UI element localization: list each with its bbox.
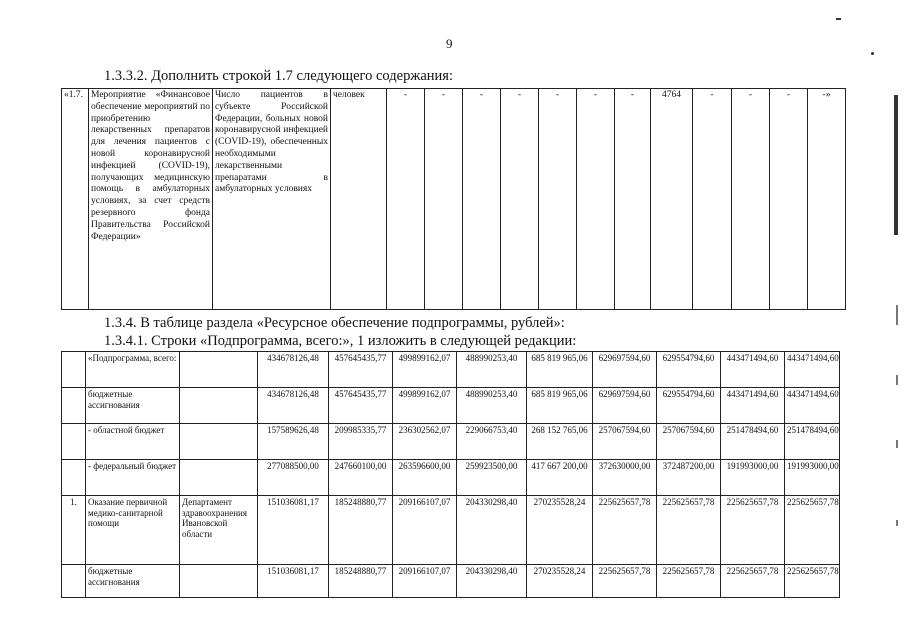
cell-value: - <box>577 89 615 310</box>
cell-num <box>62 460 86 496</box>
cell-value: 257067594,60 <box>593 424 657 460</box>
cell-value: - <box>463 89 501 310</box>
table-row <box>62 89 846 310</box>
cell-value: 443471494,60 <box>785 352 840 388</box>
cell-value: 443471494,60 <box>721 388 785 424</box>
cell-value: 209166107,07 <box>393 565 457 598</box>
table-row-1-7 <box>61 88 846 310</box>
scan-edge-bar <box>894 95 898 235</box>
cell-value: 629554794,60 <box>657 352 721 388</box>
cell-value: 185248880,77 <box>329 565 393 598</box>
cell-value: 629697594,60 <box>593 352 657 388</box>
cell-value: 225625657,78 <box>785 565 840 598</box>
cell-value: 443471494,60 <box>721 352 785 388</box>
cell-event: Мероприятие «Финансовое обеспечение мероприятий по приобретению лекарственных препаратов для лечения пациентов с новой коронавирусной инфекцией (COVID-19), получающих медицинскую помощь в амбулаторных условиях, за счет средств резервного фонда Правительства Российской Федерации» <box>89 89 213 310</box>
cell-value: 457645435,77 <box>329 352 393 388</box>
cell-num <box>62 424 86 460</box>
table-row <box>62 460 840 496</box>
cell-num <box>62 352 86 388</box>
table-row <box>62 388 840 424</box>
table-resources <box>61 351 840 598</box>
cell-name: бюджетные ассигнования <box>86 388 180 424</box>
scan-dot <box>871 52 874 55</box>
cell-value: 372487200,00 <box>657 460 721 496</box>
cell-value: 629697594,60 <box>593 388 657 424</box>
cell-value: 236302562,07 <box>393 424 457 460</box>
cell-num: 1. <box>62 496 86 565</box>
cell-value: 499899162,07 <box>393 352 457 388</box>
cell-value: 259923500,00 <box>457 460 527 496</box>
cell-value: - <box>770 89 808 310</box>
table-row <box>62 565 840 598</box>
scan-mark <box>836 18 841 20</box>
cell-value: 434678126,48 <box>258 388 329 424</box>
cell-value: 685 819 965,06 <box>527 388 593 424</box>
cell-value: 204330298,40 <box>457 565 527 598</box>
heading-resources-table: 1.3.4. В таблице раздела «Ресурсное обеспечение подпрограммы, рублей»: <box>104 315 565 331</box>
table-row <box>62 424 840 460</box>
cell-num <box>62 565 86 598</box>
cell-value: 257067594,60 <box>657 424 721 460</box>
cell-value: 268 152 765,06 <box>527 424 593 460</box>
cell-value: 185248880,77 <box>329 496 393 565</box>
cell-value: 191993000,00 <box>785 460 840 496</box>
cell-value: - <box>425 89 463 310</box>
cell-value: 225625657,78 <box>721 565 785 598</box>
cell-value: - <box>501 89 539 310</box>
cell-name: Оказание первичной медико-санитарной помощи <box>86 496 180 565</box>
cell-executor: Департамент здравоохранения Ивановской области <box>180 496 258 565</box>
scan-edge-tick <box>896 440 898 448</box>
page-number: 9 <box>446 36 453 51</box>
cell-value: 225625657,78 <box>721 496 785 565</box>
cell-value: - <box>387 89 425 310</box>
cell-value: 263596600,00 <box>393 460 457 496</box>
heading-subprogram-rows: 1.3.4.1. Строки «Подпрограмма, всего:», 1 изложить в следующей редакции: <box>104 333 577 349</box>
scan-edge-tick <box>896 305 898 325</box>
cell-executor <box>180 460 258 496</box>
cell-value: -» <box>808 89 846 310</box>
cell-value: 209166107,07 <box>393 496 457 565</box>
cell-value: 229066753,40 <box>457 424 527 460</box>
cell-value: 225625657,78 <box>657 565 721 598</box>
cell-executor <box>180 388 258 424</box>
cell-value: 270235528,24 <box>527 565 593 598</box>
cell-name: - областной бюджет <box>86 424 180 460</box>
table-row <box>62 496 840 565</box>
cell-value: 488990253,40 <box>457 352 527 388</box>
heading-add-row-1-7: 1.3.3.2. Дополнить строкой 1.7 следующего содержания: <box>104 68 453 84</box>
cell-value: 372630000,00 <box>593 460 657 496</box>
cell-executor <box>180 424 258 460</box>
cell-name: «Подпрограмма, всего: <box>86 352 180 388</box>
cell-value: - <box>615 89 651 310</box>
cell-value: 277088500,00 <box>258 460 329 496</box>
cell-value: 225625657,78 <box>657 496 721 565</box>
cell-value: 225625657,78 <box>593 496 657 565</box>
cell-name: - федеральный бюджет <box>86 460 180 496</box>
cell-value: 488990253,40 <box>457 388 527 424</box>
table-row <box>62 352 840 388</box>
cell-value: 457645435,77 <box>329 388 393 424</box>
cell-value: 251478494,60 <box>721 424 785 460</box>
cell-value: 4764 <box>651 89 693 310</box>
cell-num <box>62 388 86 424</box>
cell-value: - <box>539 89 577 310</box>
cell-value: 270235528,24 <box>527 496 593 565</box>
cell-value: - <box>732 89 770 310</box>
cell-value: 204330298,40 <box>457 496 527 565</box>
cell-value: 443471494,60 <box>785 388 840 424</box>
cell-value: 629554794,60 <box>657 388 721 424</box>
cell-value: 499899162,07 <box>393 388 457 424</box>
cell-value: 225625657,78 <box>593 565 657 598</box>
cell-value: 225625657,78 <box>785 496 840 565</box>
cell-value: 251478494,60 <box>785 424 840 460</box>
cell-value: 417 667 200,00 <box>527 460 593 496</box>
cell-name: бюджетные ассигнования <box>86 565 180 598</box>
cell-value: 157589626,48 <box>258 424 329 460</box>
cell-num: «1.7. <box>62 89 89 310</box>
cell-unit: человек <box>331 89 387 310</box>
cell-indicator: Число пациентов в субъекте Российской Федерации, больных новой коронавирусной инфекцией (COVID-19), обеспеченных необходимыми лекарственными препаратами в амбулаторных условиях <box>213 89 331 310</box>
cell-executor <box>180 352 258 388</box>
scan-edge-tick <box>896 375 898 385</box>
cell-value: 151036081,17 <box>258 565 329 598</box>
scan-edge-tick <box>896 520 898 526</box>
cell-value: 247660100,00 <box>329 460 393 496</box>
cell-value: - <box>693 89 732 310</box>
cell-value: 209985335,77 <box>329 424 393 460</box>
cell-value: 434678126,48 <box>258 352 329 388</box>
cell-executor <box>180 565 258 598</box>
cell-value: 685 819 965,06 <box>527 352 593 388</box>
cell-value: 151036081,17 <box>258 496 329 565</box>
cell-value: 191993000,00 <box>721 460 785 496</box>
